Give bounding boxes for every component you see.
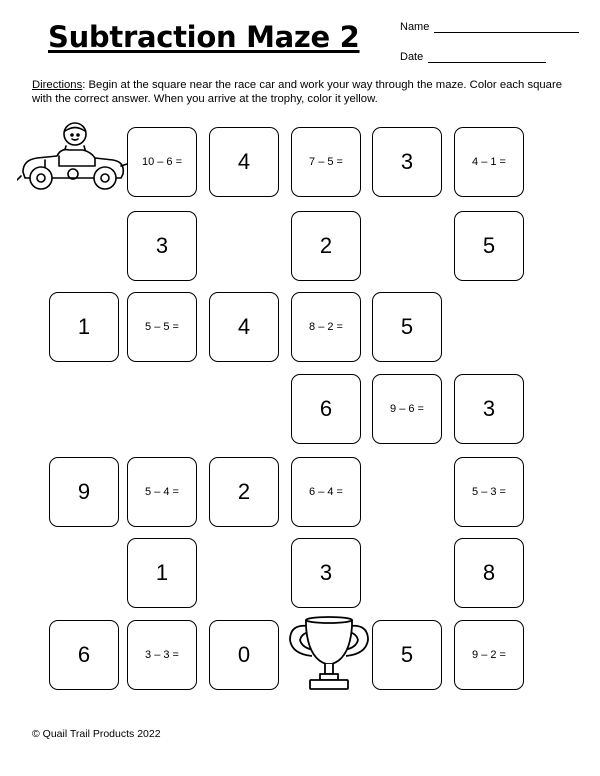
maze-answer-square[interactable]: 3 [372,127,442,197]
maze-answer-square[interactable]: 1 [127,538,197,608]
race-car-icon [17,120,129,194]
maze-answer-square[interactable]: 2 [209,457,279,527]
name-line[interactable] [434,22,579,33]
maze-answer-square[interactable]: 3 [291,538,361,608]
maze-answer-square[interactable]: 4 [209,127,279,197]
maze-answer-square[interactable]: 6 [49,620,119,690]
maze-answer-square[interactable]: 4 [209,292,279,362]
copyright-footer: © Quail Trail Products 2022 [32,728,161,740]
maze-answer-square[interactable]: 9 [49,457,119,527]
maze-problem-square[interactable]: 3 – 3 = [127,620,197,690]
name-field[interactable] [400,21,579,33]
maze-problem-square[interactable]: 4 – 1 = [454,127,524,197]
maze-answer-square[interactable]: 8 [454,538,524,608]
maze-answer-square[interactable]: 5 [454,211,524,281]
maze-problem-square[interactable]: 5 – 4 = [127,457,197,527]
maze-answer-square[interactable]: 5 [372,292,442,362]
date-label: Date [400,51,424,63]
directions-text: : Begin at the square near the race car and work your way through the maze. Color each square with the correct answer. When you arrive at the trophy, color it yellow. [32,79,562,105]
date-line[interactable] [428,52,546,63]
maze-answer-square[interactable]: 5 [372,620,442,690]
name-label: Name [400,21,430,33]
maze-problem-square[interactable]: 8 – 2 = [291,292,361,362]
maze-answer-square[interactable]: 3 [127,211,197,281]
maze-answer-square[interactable]: 1 [49,292,119,362]
maze-problem-square[interactable]: 5 – 3 = [454,457,524,527]
maze-answer-square[interactable]: 0 [209,620,279,690]
directions [32,78,562,106]
date-field[interactable] [400,51,546,63]
trophy-icon[interactable] [286,612,372,698]
directions-label: Directions [32,79,83,91]
maze-problem-square[interactable]: 9 – 2 = [454,620,524,690]
maze-problem-square[interactable]: 7 – 5 = [291,127,361,197]
maze-problem-square[interactable]: 6 – 4 = [291,457,361,527]
maze-problem-square[interactable]: 9 – 6 = [372,374,442,444]
maze-problem-square[interactable]: 10 – 6 = [127,127,197,197]
maze-answer-square[interactable]: 6 [291,374,361,444]
maze-answer-square[interactable]: 2 [291,211,361,281]
maze-answer-square[interactable]: 3 [454,374,524,444]
page-title: Subtraction Maze 2 [48,20,360,54]
maze-problem-square[interactable]: 5 – 5 = [127,292,197,362]
